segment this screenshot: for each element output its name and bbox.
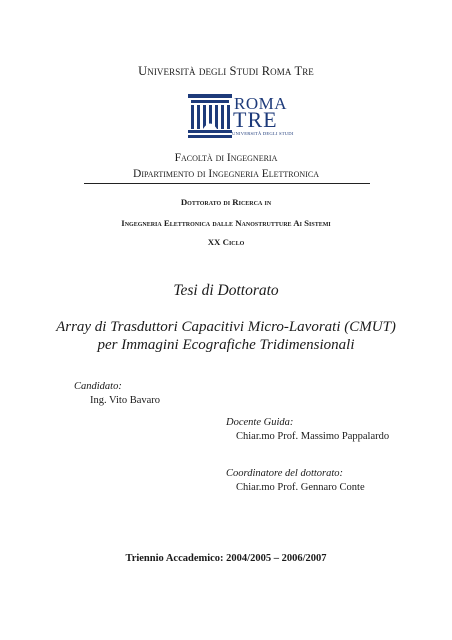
thesis-label: Tesi di Dottorato <box>173 282 279 299</box>
roma-tre-logo <box>188 94 294 140</box>
logo-text-roma: ROMA <box>234 94 288 113</box>
candidate-label: Candidato: <box>74 381 122 392</box>
advisor-name: Chiar.mo Prof. Massimo Pappalardo <box>236 431 390 442</box>
logo-text-tre: TRE <box>233 107 278 132</box>
doctorate-program: Dottorato di Ricerca in <box>180 197 272 207</box>
department-name: Dipartimento di Ingegneria Elettronica <box>133 168 319 180</box>
coordinator-name: Chiar.mo Prof. Gennaro Conte <box>236 482 365 493</box>
header-divider <box>84 183 370 184</box>
logo-subtitle: UNIVERSITÀ DEGLI STUDI <box>232 131 294 136</box>
doctorate-field: Ingegneria Elettronica dalle Nanostrutture Ai Sistemi <box>121 218 331 228</box>
thesis-title-line1: Array di Trasduttori Capacitivi Micro-Lavorati (CMUT) <box>56 319 396 335</box>
doctorate-cycle: XX Ciclo <box>207 237 245 247</box>
faculty-name: Facoltà di Ingegneria <box>174 152 278 164</box>
thesis-title-line2: per Immagini Ecografiche Tridimensionali <box>97 337 355 353</box>
candidate-name: Ing. Vito Bavaro <box>90 395 161 406</box>
academic-years: Triennio Accademico: 2004/2005 – 2006/2007 <box>125 553 327 564</box>
advisor-label: Docente Guida: <box>226 417 294 428</box>
columns-logo-icon <box>188 94 232 140</box>
university-name: Università degli Studi Roma Tre <box>138 64 314 78</box>
coordinator-label: Coordinatore del dottorato: <box>226 468 344 479</box>
